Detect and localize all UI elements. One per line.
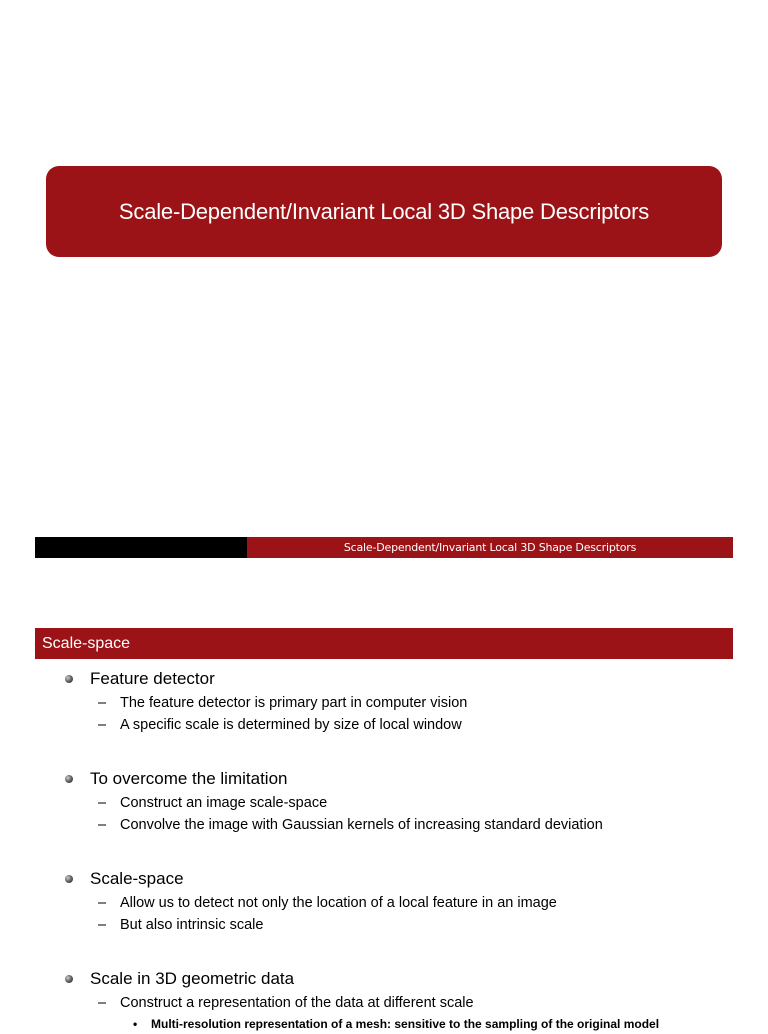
bullet-text: Scale in 3D geometric data <box>90 969 295 988</box>
sub-bullet-text: The feature detector is primary part in computer vision <box>120 695 468 711</box>
footer-black-block <box>35 537 247 558</box>
sub-bullet-item <box>0 692 768 714</box>
footer-title: Scale-Dependent/Invariant Local 3D Shape Descriptors <box>343 541 637 554</box>
section-title: Scale-space <box>42 634 131 652</box>
slide-footer-bar <box>35 537 733 558</box>
dash-icon: – <box>98 717 107 733</box>
sub-bullet-text: But also intrinsic scale <box>120 917 264 933</box>
bullet-icon <box>65 775 73 783</box>
sub-bullet-item <box>0 914 768 936</box>
slide-body <box>0 665 768 1034</box>
sub-bullet-text: A specific scale is determined by size of local window <box>120 717 462 733</box>
sub-bullet-item <box>0 792 768 814</box>
bullet-item <box>0 965 768 992</box>
bullet-item <box>0 665 768 692</box>
slide-title-box <box>46 166 722 257</box>
sub-bullet-text: Construct an image scale-space <box>120 795 328 811</box>
bullet-item <box>0 765 768 792</box>
sub-bullet-text: Convolve the image with Gaussian kernels of increasing standard deviation <box>120 817 603 833</box>
sub-bullet-item <box>0 814 768 836</box>
sub-bullet-text: Allow us to detect not only the location of a local feature in an image <box>120 895 557 911</box>
bullet-text: Feature detector <box>90 669 215 688</box>
bullet-icon <box>65 675 73 683</box>
dash-icon: – <box>98 917 107 933</box>
bullet-icon <box>65 975 73 983</box>
bullet-item <box>0 865 768 892</box>
sub-bullet-text: Construct a representation of the data at different scale <box>120 995 474 1011</box>
sub-bullet-item <box>0 714 768 736</box>
dash-icon: – <box>98 795 107 811</box>
sub-bullet-item <box>0 892 768 914</box>
dash-icon: – <box>98 995 107 1011</box>
dash-icon: – <box>98 695 107 711</box>
bullet-text: To overcome the limitation <box>90 769 288 788</box>
dash-icon: – <box>98 817 107 833</box>
sub-sub-bullet-item <box>0 1014 768 1034</box>
sub-bullet-item <box>0 992 768 1014</box>
section-header-bar <box>35 628 733 659</box>
dash-icon: – <box>98 895 107 911</box>
sub-sub-bullet-text: Multi-resolution representation of a mesh: sensitive to the sampling of the original model <box>151 1017 660 1031</box>
dot-icon: • <box>133 1017 138 1031</box>
bullet-text: Scale-space <box>90 869 184 888</box>
footer-red-block <box>247 537 733 558</box>
slide-title: Scale-Dependent/Invariant Local 3D Shape Descriptors <box>118 198 650 224</box>
bullet-icon <box>65 875 73 883</box>
